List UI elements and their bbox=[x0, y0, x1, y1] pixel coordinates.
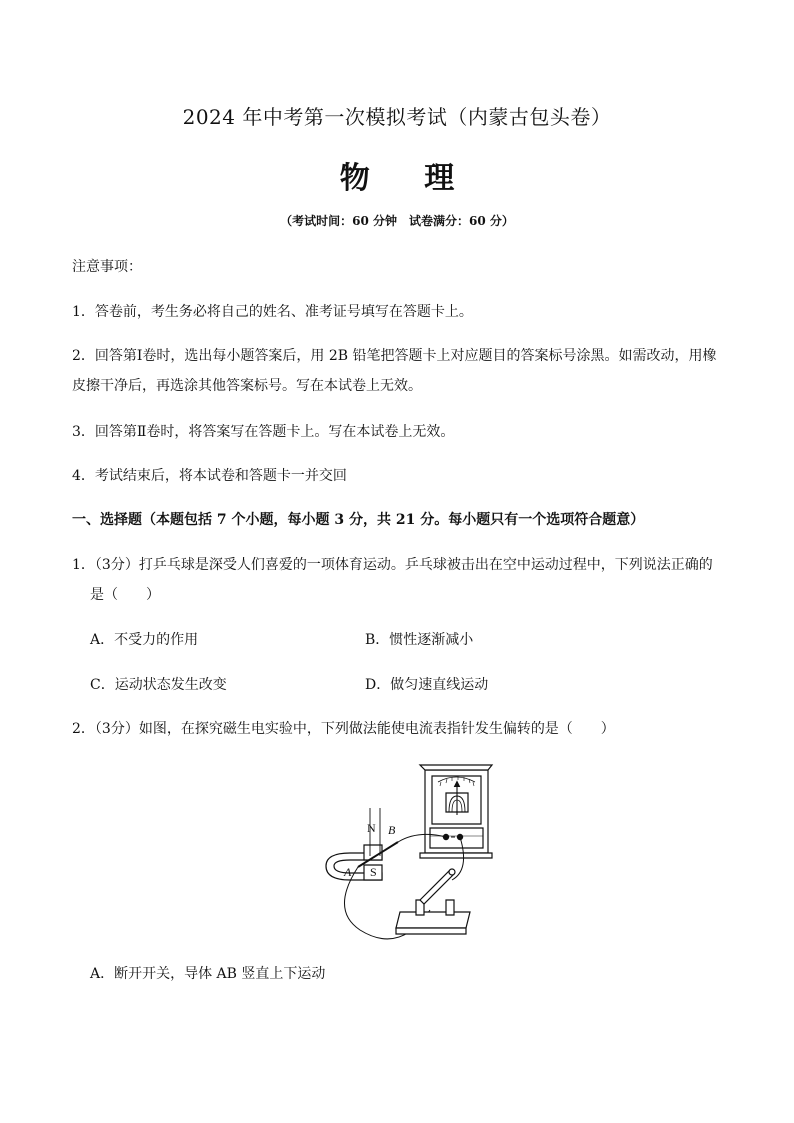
induction-experiment-figure bbox=[320, 760, 500, 940]
question-1-stem-cont: 是（ ） bbox=[90, 587, 160, 603]
pole-n-label: N bbox=[367, 821, 376, 835]
pole-s-label: S bbox=[370, 865, 377, 879]
exam-title: 2024 年中考第一次模拟考试（内蒙古包头卷） bbox=[182, 105, 612, 129]
question-1-stem: 1．（3分）打乒乓球是深受人们喜爱的一项体育运动。乒乓球被击出在空中运动过程中，下列说法正确的 bbox=[72, 557, 713, 573]
question-1-option-b: B．惯性逐渐减小 bbox=[365, 632, 474, 648]
question-2-stem: 2．（3分）如图，在探究磁生电实验中，下列做法能使电流表指针发生偏转的是（ ） bbox=[72, 721, 615, 737]
question-1-option-a: A．不受力的作用 bbox=[90, 632, 199, 648]
notice-item-2: 2．回答第Ⅰ卷时，选出每小题答案后，用 2B 铅笔把答题卡上对应题目的答案标号涂黑。如需改动，用橡 bbox=[72, 348, 717, 364]
point-b-label: B bbox=[388, 823, 396, 837]
notice-item-1: 1．答卷前，考生务必将自己的姓名、准考证号填写在答题卡上。 bbox=[72, 304, 473, 320]
notice-item-4: 4．考试结束后，将本试卷和答题卡一并交回 bbox=[72, 468, 347, 484]
section-heading: 一、选择题（本题包括 7 个小题，每小题 3 分，共 21 分。每小题只有一个选项符合题意） bbox=[72, 512, 645, 528]
question-2-option-a: A．断开开关，导体 AB 竖直上下运动 bbox=[90, 966, 326, 982]
question-1-option-c: C．运动状态发生改变 bbox=[90, 677, 227, 693]
switch bbox=[396, 869, 470, 934]
exam-meta: （考试时间：60 分钟 试卷满分：60 分） bbox=[280, 214, 514, 228]
point-a-label: A bbox=[344, 865, 352, 879]
notice-item-2-cont: 皮擦干净后，再选涂其他答案标号。写在本试卷上无效。 bbox=[72, 378, 422, 394]
galvanometer bbox=[420, 765, 492, 858]
question-1-option-d: D．做匀速直线运动 bbox=[365, 677, 489, 693]
subject-title: 物 理 bbox=[339, 161, 477, 196]
notice-item-3: 3．回答第Ⅱ卷时，将答案写在答题卡上。写在本试卷上无效。 bbox=[72, 424, 455, 440]
notice-heading: 注意事项： bbox=[72, 259, 142, 275]
